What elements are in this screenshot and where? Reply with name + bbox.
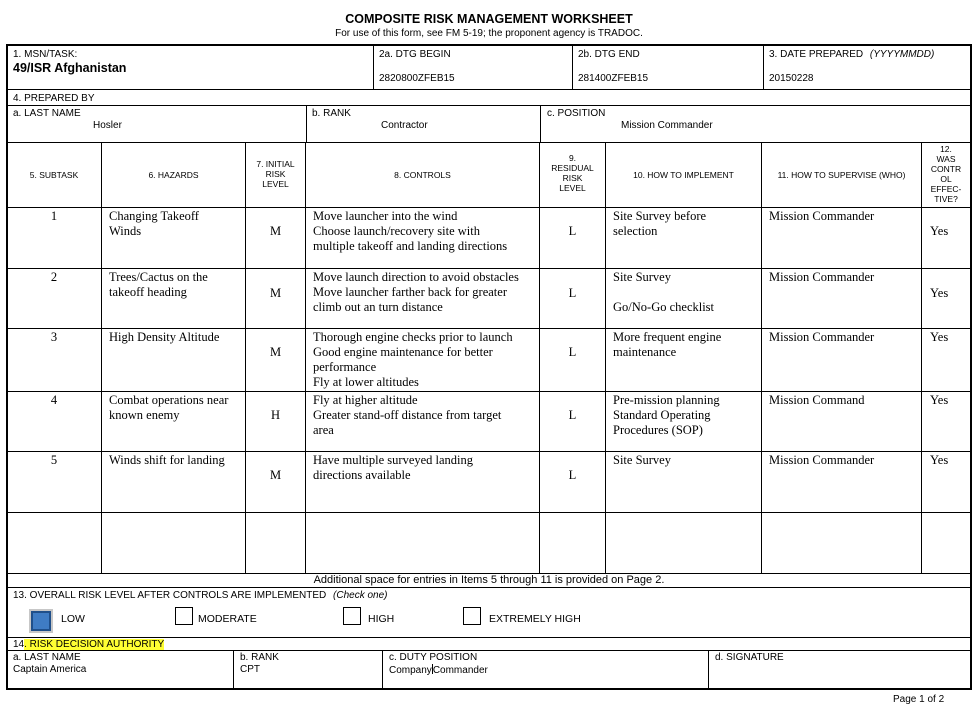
row-implement xyxy=(613,270,714,315)
authority-section-label: . RISK DECISION AUTHORITY xyxy=(24,639,165,650)
authority-duty-value-b: Commander xyxy=(432,665,488,676)
row-controls-line: Thorough engine checks prior to launch xyxy=(313,330,513,344)
row-implement xyxy=(613,393,720,438)
row-controls xyxy=(313,209,507,254)
overall-risk-label xyxy=(13,590,388,601)
row-initial-risk: M xyxy=(269,286,282,300)
col-header-supervise: 11. HOW TO SUPERVISE (WHO) xyxy=(777,170,906,180)
col-header-initial-risk-line: LEVEL xyxy=(262,179,289,189)
col-header-effective xyxy=(922,144,970,204)
row-residual-risk: L xyxy=(568,408,577,422)
date-prepared-format: (YYYYMMDD) xyxy=(869,49,935,60)
authority-signature-label: d. SIGNATURE xyxy=(715,652,784,663)
risk-low-label: LOW xyxy=(61,613,85,625)
prepared-rank-value: Contractor xyxy=(381,120,428,131)
col-header-residual-risk xyxy=(540,153,605,193)
row-controls xyxy=(313,330,513,390)
row-controls-line: Move launch direction to avoid obstacles xyxy=(313,270,519,284)
row-implement-line: Site Survey before xyxy=(613,209,707,223)
row-implement-line: Site Survey xyxy=(613,270,671,284)
frame-left xyxy=(6,44,8,689)
col-header-residual-line: 9. xyxy=(568,153,577,163)
row-controls-line: Choose launch/recovery site with xyxy=(313,224,480,238)
row-controls-line: multiple takeoff and landing directions xyxy=(313,239,508,253)
col-header-effective-line: WAS xyxy=(936,154,956,164)
col-header-effective-line: OL xyxy=(940,174,952,184)
row-hazard xyxy=(109,453,225,468)
row-effective: Yes xyxy=(930,453,949,467)
row-implement-line: Pre-mission planning xyxy=(613,393,720,407)
col-header-effective-line: EFFEC- xyxy=(930,184,962,194)
row-implement-line: Standard Operating xyxy=(613,408,711,422)
col-header-effective-line: CONTR xyxy=(930,164,962,174)
row-subtask: 4 xyxy=(50,393,58,407)
overall-risk-check-note: (Check one) xyxy=(333,590,388,601)
authority-rank-value: CPT xyxy=(240,664,260,675)
risk-high-checkbox[interactable] xyxy=(343,607,361,625)
risk-extremely-high-checkbox[interactable] xyxy=(463,607,481,625)
dtg-begin-label: 2a. DTG BEGIN xyxy=(379,49,451,60)
row-hazard-line: Trees/Cactus on the xyxy=(109,270,208,284)
authority-label xyxy=(13,639,164,650)
row-controls-line: Fly at higher altitude xyxy=(313,393,418,407)
col-header-hazards: 6. HAZARDS xyxy=(148,170,199,180)
prepared-by-label: 4. PREPARED BY xyxy=(13,93,95,104)
col-header-residual-line: LEVEL xyxy=(559,183,586,193)
row-hazard xyxy=(109,270,208,300)
row-implement xyxy=(613,330,721,360)
row-initial-risk: M xyxy=(269,224,282,238)
row-controls-line: climb out an turn distance xyxy=(313,300,443,314)
col-header-controls: 8. CONTROLS xyxy=(394,170,451,180)
row-initial-risk: M xyxy=(269,468,282,482)
dtg-begin-value: 2820800ZFEB15 xyxy=(379,73,455,84)
row-implement-line: selection xyxy=(613,224,658,238)
col-header-subtask: 5. SUBTASK xyxy=(29,170,79,180)
row-implement-line: Go/No-Go checklist xyxy=(613,300,715,314)
row-controls-line: directions available xyxy=(313,468,411,482)
row-effective: Yes xyxy=(930,393,949,407)
dtg-end-value: 281400ZFEB15 xyxy=(578,73,649,84)
authority-duty-label: c. DUTY POSITION xyxy=(389,652,478,663)
col-header-residual-line: RISK xyxy=(562,173,583,183)
authority-last-name-value: Captain America xyxy=(13,664,87,675)
row-hazard-line: Winds xyxy=(109,224,142,238)
row-hazard-line: High Density Altitude xyxy=(109,330,220,344)
risk-high-label: HIGH xyxy=(368,613,395,625)
prepared-position-value: Mission Commander xyxy=(621,120,713,131)
col-header-implement: 10. HOW TO IMPLEMENT xyxy=(633,170,734,180)
row-subtask: 5 xyxy=(50,453,58,467)
authority-duty-value-a: Company xyxy=(389,665,432,676)
row-supervise: Mission Commander xyxy=(769,270,875,284)
row-effective: Yes xyxy=(930,330,949,344)
dtg-end-label: 2b. DTG END xyxy=(578,49,640,60)
row-hazard-line: takeoff heading xyxy=(109,285,187,299)
form-subtitle: For use of this form, see FM 5-19; the proponent agency is TRADOC. xyxy=(335,28,643,39)
row-implement xyxy=(613,209,706,239)
row-residual-risk: L xyxy=(568,345,577,359)
msn-task-label: 1. MSN/TASK: xyxy=(13,49,78,60)
col-header-initial-risk-line: RISK xyxy=(265,169,286,179)
row-hazard xyxy=(109,209,199,239)
row-implement-line: More frequent engine xyxy=(613,330,722,344)
row-implement-line xyxy=(613,285,714,300)
row-hazard-line: Winds shift for landing xyxy=(109,453,225,467)
row-initial-risk: M xyxy=(269,345,282,359)
row-controls-line: Move launcher farther back for greater xyxy=(313,285,507,299)
authority-section-number: 14 xyxy=(13,639,25,650)
prepared-last-name-label: a. LAST NAME xyxy=(13,108,81,119)
page-label: Page 1 of 2 xyxy=(893,694,945,705)
row-implement-line: Procedures (SOP) xyxy=(613,423,703,437)
frame-right xyxy=(970,44,972,689)
col-header-residual-line: RESIDUAL xyxy=(551,163,594,173)
date-prepared-label-text: 3. DATE PREPARED xyxy=(769,49,864,60)
row-controls-line: Move launcher into the wind xyxy=(313,209,458,223)
col-header-effective-line: TIVE? xyxy=(934,194,958,204)
row-controls xyxy=(313,270,519,315)
row-controls-line: Have multiple surveyed landing xyxy=(313,453,474,467)
row-controls-line: performance xyxy=(313,360,377,374)
row-hazard xyxy=(109,393,228,423)
row-subtask: 2 xyxy=(50,270,58,284)
row-effective: Yes xyxy=(930,286,949,300)
frame-bottom xyxy=(6,688,972,690)
row-subtask: 3 xyxy=(50,330,58,344)
date-prepared-label xyxy=(769,49,934,60)
table-footnote: Additional space for entries in Items 5 through 11 is provided on Page 2. xyxy=(313,574,665,586)
row-controls-line: Fly at lower altitudes xyxy=(313,375,419,389)
row-implement-line: Site Survey xyxy=(613,453,671,467)
row-implement-line: maintenance xyxy=(613,345,677,359)
risk-moderate-label: MODERATE xyxy=(198,613,257,625)
prepared-position-label: c. POSITION xyxy=(547,108,606,119)
prepared-rank-label: b. RANK xyxy=(312,108,351,119)
row-residual-risk: L xyxy=(568,286,577,300)
col-header-initial-risk-line: 7. INITIAL xyxy=(256,159,295,169)
prepared-last-name-value: Hosler xyxy=(93,120,122,131)
row-hazard-line: Combat operations near xyxy=(109,393,229,407)
row-controls-line: Good engine maintenance for better xyxy=(313,345,493,359)
row-hazard-line: Changing Takeoff xyxy=(109,209,199,223)
authority-rank-label: b. RANK xyxy=(240,652,279,663)
risk-low-checkbox[interactable] xyxy=(31,611,51,631)
col-header-initial-risk xyxy=(246,159,305,189)
row-controls-line: Greater stand-off distance from target xyxy=(313,408,502,422)
row-supervise: Mission Commander xyxy=(769,330,875,344)
overall-risk-label-text: 13. OVERALL RISK LEVEL AFTER CONTROLS ARE IMPLEMENTED xyxy=(13,590,327,601)
row-initial-risk: H xyxy=(270,408,281,422)
row-effective: Yes xyxy=(930,224,949,238)
risk-extremely-high-label: EXTREMELY HIGH xyxy=(489,613,581,625)
frame-top xyxy=(6,44,972,46)
row-residual-risk: L xyxy=(568,468,577,482)
row-residual-risk: L xyxy=(568,224,577,238)
row-implement xyxy=(613,453,671,468)
authority-last-name-label: a. LAST NAME xyxy=(13,652,81,663)
row-controls-line: area xyxy=(313,423,334,437)
row-supervise: Mission Command xyxy=(769,393,865,407)
row-subtask: 1 xyxy=(50,209,58,223)
row-hazard-line: known enemy xyxy=(109,408,180,422)
msn-task-value: 49/ISR Afghanistan xyxy=(13,61,127,75)
row-hazard xyxy=(109,330,219,345)
row-supervise: Mission Commander xyxy=(769,453,875,467)
row-controls xyxy=(313,393,501,438)
date-prepared-value: 20150228 xyxy=(769,73,814,84)
col-header-effective-line: 12. xyxy=(940,144,952,154)
authority-duty-value xyxy=(389,664,488,676)
form-title: COMPOSITE RISK MANAGEMENT WORKSHEET xyxy=(345,12,633,26)
row-supervise: Mission Commander xyxy=(769,209,875,223)
risk-moderate-checkbox[interactable] xyxy=(175,607,193,625)
row-controls xyxy=(313,453,473,483)
